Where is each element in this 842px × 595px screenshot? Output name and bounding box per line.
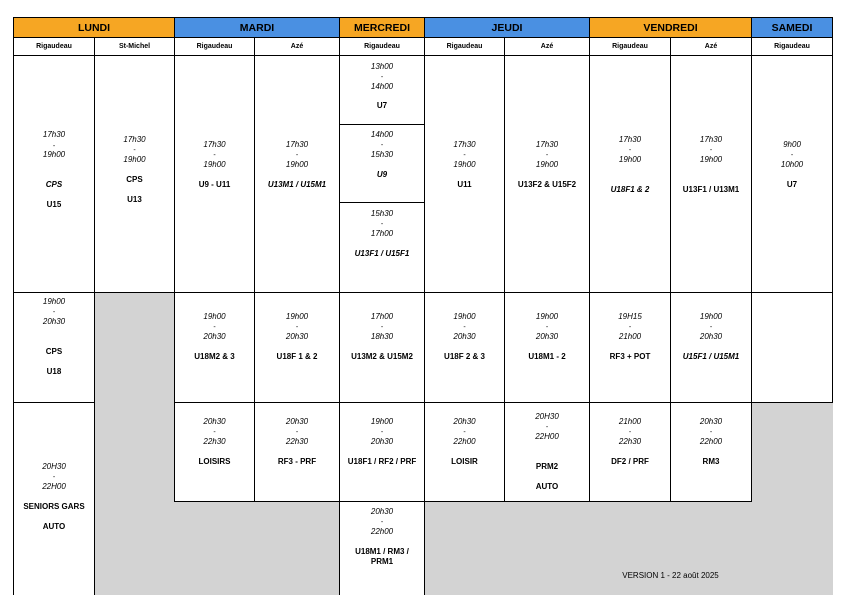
empty-slot — [95, 293, 175, 595]
slot-label: U18F 1 & 2 — [276, 352, 318, 361]
slot-start: 17h30 — [535, 140, 559, 149]
gym-header-jeu-rigaudeau: Rigaudeau — [424, 37, 505, 56]
slot-label: RF3 - PRF — [277, 457, 317, 466]
slot-dash: - — [709, 147, 713, 154]
slot-end: 20h30 — [370, 437, 394, 446]
slot-start: 17h00 — [370, 312, 394, 321]
slot-start: 17h30 — [203, 140, 226, 149]
day-header-mercredi: MERCREDI — [339, 17, 425, 38]
slot-dash: - — [213, 429, 216, 436]
slot-start: 20h30 — [203, 417, 226, 426]
slot-start: 20h30 — [285, 417, 309, 426]
empty-slot — [751, 402, 833, 595]
slot-mardi-aze-rf3-prf — [254, 402, 340, 502]
slot-dash: - — [295, 152, 299, 159]
slot-end: 21h00 — [618, 332, 642, 341]
slot-label: LOISIR — [451, 457, 478, 466]
slot-label: DF2 / PRF — [611, 457, 649, 466]
slot-start: 17h30 — [618, 135, 642, 144]
slot-label: U13M2 & U15M2 — [351, 352, 413, 361]
slot-mercredi-u13f1-u15f1 — [339, 202, 425, 293]
slot-label: RM3 — [702, 457, 720, 466]
slot-dash: - — [709, 429, 713, 436]
slot-dash: - — [380, 142, 384, 149]
gym-header-ven-aze: Azé — [670, 37, 752, 56]
slot-label: AUTO — [535, 482, 559, 491]
slot-end: 19h00 — [699, 155, 723, 164]
gym-header-ven-rigaudeau: Rigaudeau — [589, 37, 671, 56]
day-header-samedi: SAMEDI — [751, 17, 833, 38]
slot-label: U13M1 / U15M1 — [267, 180, 327, 189]
slot-end: 22h00 — [453, 437, 476, 446]
slot-jeudi-rigaudeau-u11 — [424, 55, 505, 293]
slot-label: AUTO — [42, 522, 66, 531]
slot-label: U18M1 / RM3 / — [355, 547, 409, 556]
slot-label: U7 — [376, 101, 388, 110]
slot-start: 14h00 — [370, 130, 394, 139]
slot-lundi-rigaudeau-seniors-gars — [13, 402, 95, 595]
slot-end: 19h00 — [618, 155, 642, 164]
slot-dash: - — [790, 152, 794, 159]
slot-end: 18h30 — [370, 332, 394, 341]
gym-header-lun-st-michel: St-Michel — [94, 37, 175, 56]
slot-dash: - — [295, 429, 299, 436]
slot-end: 22H00 — [42, 482, 66, 491]
slot-dash: - — [545, 324, 549, 331]
gym-header-mar-aze: Azé — [254, 37, 340, 56]
slot-dash: - — [52, 143, 56, 150]
slot-lundi-rigaudeau-cps-u15 — [13, 55, 95, 293]
slot-start: 20H30 — [535, 412, 559, 421]
slot-label: U15 — [46, 200, 62, 209]
slot-label: U9 - U11 — [198, 180, 231, 189]
gym-header-lun-rigaudeau: Rigaudeau — [13, 37, 95, 56]
slot-start: 17h30 — [285, 140, 309, 149]
slot-end: 19h00 — [535, 160, 559, 169]
slot-label: U18M2 & 3 — [194, 352, 235, 361]
slot-dash: - — [213, 152, 216, 159]
slot-dash: - — [52, 474, 56, 481]
day-header-lundi: LUNDI — [13, 17, 175, 38]
slot-dash: - — [380, 429, 384, 436]
slot-mercredi-u18f1-rf2-prf — [339, 402, 425, 502]
slot-label: CPS — [126, 175, 143, 184]
slot-start: 19h00 — [699, 312, 723, 321]
slot-jeudi-aze-prm2 — [504, 402, 590, 502]
slot-label: U13F2 & U15F2 — [517, 180, 577, 189]
slot-dash: - — [380, 324, 384, 331]
slot-label: U13F1 / U15F1 — [354, 249, 410, 258]
slot-end: 22h30 — [618, 437, 642, 446]
slot-vendredi-rigaudeau-u18f — [589, 55, 671, 293]
slot-end: 19h00 — [203, 160, 226, 169]
slot-vendredi-aze-u13f1-u13m1 — [670, 55, 752, 293]
slot-dash: - — [545, 152, 549, 159]
slot-end: 22H00 — [535, 432, 559, 441]
slot-mercredi-u13m2-u15m2 — [339, 292, 425, 403]
slot-label: CPS — [45, 347, 63, 356]
slot-end: 19h00 — [453, 160, 476, 169]
slot-dash: - — [463, 324, 466, 331]
slot-mardi-rigaudeau-u18m2-3 — [174, 292, 255, 403]
gym-header-mar-rigaudeau: Rigaudeau — [174, 37, 255, 56]
slot-end: 14h00 — [370, 82, 394, 91]
empty-slot — [589, 501, 752, 595]
slot-start: 19h00 — [42, 297, 66, 306]
slot-lundi-st-michel-cps-u13 — [94, 55, 175, 293]
slot-lundi-rigaudeau-cps-u18 — [13, 292, 95, 403]
slot-start: 9h00 — [783, 140, 801, 149]
slot-dash: - — [133, 147, 136, 154]
empty-slot — [174, 501, 340, 595]
slot-dash: - — [463, 152, 466, 159]
slot-vendredi-rigaudeau-df2-prf — [589, 402, 671, 502]
slot-jeudi-rigaudeau-loisir — [424, 402, 505, 502]
slot-vendredi-aze-u15f1-u15m1 — [670, 292, 752, 403]
slot-dash: - — [380, 74, 384, 81]
slot-label: SENIORS GARS — [23, 502, 85, 511]
slot-mardi-rigaudeau-u9-u11 — [174, 55, 255, 293]
slot-start: 17h30 — [123, 135, 146, 144]
slot-start: 13h00 — [370, 62, 394, 71]
slot-end: 19h00 — [285, 160, 309, 169]
slot-mercredi-u18m1-rm3-prm1 — [339, 501, 425, 595]
gym-header-jeu-aze: Azé — [504, 37, 590, 56]
slot-label: PRM1 — [370, 557, 394, 566]
slot-end: 20h30 — [453, 332, 476, 341]
slot-start: 20H30 — [42, 462, 66, 471]
slot-dash: - — [52, 309, 56, 316]
slot-jeudi-aze-u18m1-2 — [504, 292, 590, 403]
slot-label: U7 — [786, 180, 798, 189]
slot-label: LOISIRS — [198, 457, 231, 466]
slot-start: 19h00 — [285, 312, 309, 321]
slot-label: U18F1 / RF2 / PRF — [347, 457, 417, 466]
slot-start: 19h00 — [203, 312, 226, 321]
slot-vendredi-aze-rm3 — [670, 402, 752, 502]
slot-start: 20h30 — [699, 417, 723, 426]
slot-start: 19h00 — [453, 312, 476, 321]
empty-slot — [424, 501, 590, 595]
slot-end: 20h30 — [203, 332, 226, 341]
slot-label: U15F1 / U15M1 — [682, 352, 740, 361]
slot-samedi-u7 — [751, 55, 833, 293]
slot-end: 20h30 — [535, 332, 559, 341]
day-header-vendredi: VENDREDI — [589, 17, 752, 38]
slot-end: 17h00 — [370, 229, 394, 238]
slot-start: 20h30 — [453, 417, 476, 426]
slot-samedi-empty — [751, 292, 833, 403]
slot-jeudi-rigaudeau-u18f-2-3 — [424, 292, 505, 403]
slot-label: U11 — [457, 180, 472, 189]
slot-label: U18 — [46, 367, 62, 376]
gym-header-sam-rigaudeau: Rigaudeau — [751, 37, 833, 56]
slot-start: 20h30 — [370, 507, 394, 516]
slot-dash: - — [295, 324, 299, 331]
day-header-mardi: MARDI — [174, 17, 340, 38]
slot-start: 17h30 — [453, 140, 476, 149]
slot-label: U13 — [127, 195, 142, 204]
slot-end: 20h30 — [42, 317, 66, 326]
slot-start: 17h30 — [699, 135, 723, 144]
slot-end: 22h00 — [699, 437, 723, 446]
slot-start: 19H15 — [618, 312, 642, 321]
slot-label: RF3 + POT — [609, 352, 651, 361]
slot-mardi-rigaudeau-loisirs — [174, 402, 255, 502]
slot-end: 20h30 — [699, 332, 723, 341]
slot-label: U13F1 / U13M1 — [682, 185, 740, 194]
slot-dash: - — [463, 429, 466, 436]
slot-label: U18F 2 & 3 — [444, 352, 485, 361]
slot-end: 22h30 — [285, 437, 309, 446]
slot-label: CPS — [45, 180, 63, 189]
slot-label: U18M1 - 2 — [528, 352, 566, 361]
slot-end: 19h00 — [123, 155, 146, 164]
slot-dash: - — [213, 324, 216, 331]
slot-end: 10h00 — [780, 160, 804, 169]
slot-dash: - — [380, 519, 384, 526]
slot-label: U9 — [376, 170, 388, 179]
slot-dash: - — [628, 429, 632, 436]
slot-start: 19h00 — [535, 312, 559, 321]
gym-header-mer-rigaudeau: Rigaudeau — [339, 37, 425, 56]
slot-mercredi-u7 — [339, 55, 425, 125]
slot-label: PRM2 — [535, 462, 559, 471]
slot-jeudi-aze-u13f2-u15f2 — [504, 55, 590, 293]
slot-vendredi-rigaudeau-rf3-pot — [589, 292, 671, 403]
slot-end: 22h00 — [370, 527, 394, 536]
slot-start: 19h00 — [370, 417, 394, 426]
slot-mardi-aze-u13m1-u15m1 — [254, 55, 340, 293]
slot-start: 15h30 — [370, 209, 394, 218]
slot-end: 20h30 — [285, 332, 309, 341]
slot-dash: - — [380, 221, 384, 228]
slot-dash: - — [545, 424, 549, 431]
day-header-jeudi: JEUDI — [424, 17, 590, 38]
version-note: VERSION 1 - 22 août 2025 — [622, 571, 719, 580]
slot-start: 21h00 — [618, 417, 642, 426]
slot-dash: - — [628, 324, 632, 331]
slot-label: U18F1 & 2 — [610, 185, 650, 194]
slot-end: 19h00 — [42, 150, 66, 159]
slot-end: 15h30 — [370, 150, 394, 159]
slot-dash: - — [628, 147, 632, 154]
slot-start: 17h30 — [42, 130, 66, 139]
slot-mardi-aze-u18f-1-2 — [254, 292, 340, 403]
slot-end: 22h30 — [203, 437, 226, 446]
slot-dash: - — [709, 324, 713, 331]
slot-mercredi-u9 — [339, 124, 425, 203]
